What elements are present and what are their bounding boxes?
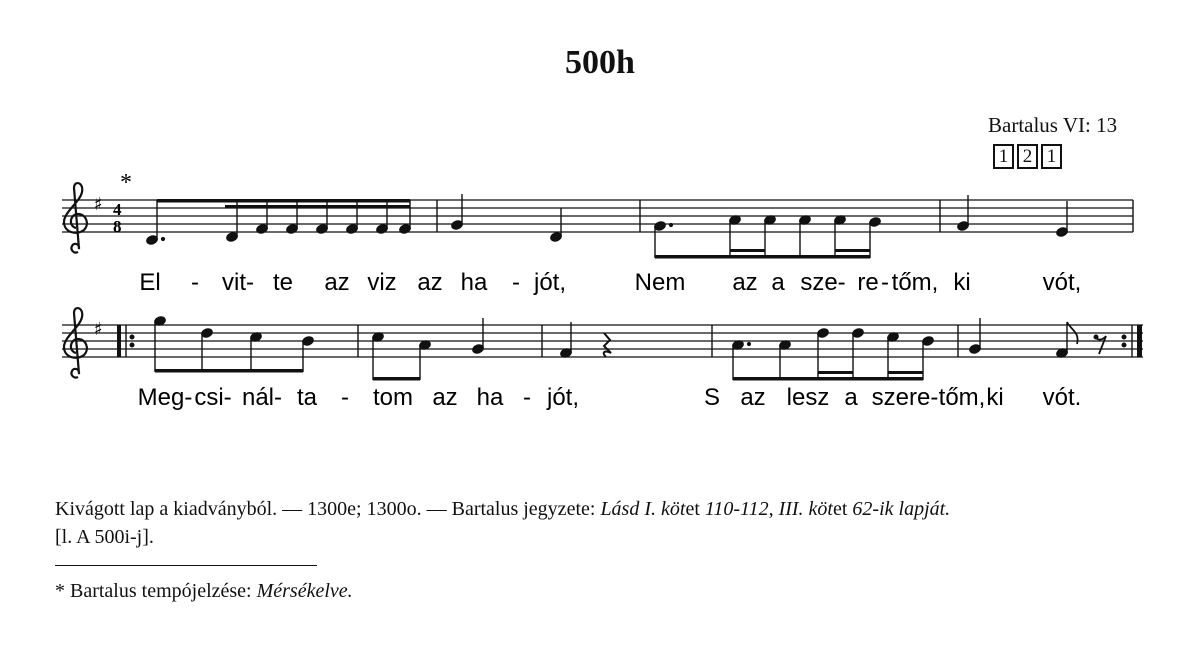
lyric-syllable: sze- — [800, 269, 846, 296]
lyric-syllable: az — [432, 384, 458, 411]
time-sig-den: 8 — [113, 217, 122, 236]
note-italic: Lásd I. köt — [600, 498, 686, 520]
lyric-syllable: az — [324, 269, 350, 296]
lyric-syllable: tőm, — [938, 384, 986, 411]
lyric-syllable: tőm, — [891, 269, 939, 296]
variant-box-2: 2 — [1017, 144, 1038, 169]
lyric-syllable: Nem — [634, 269, 686, 296]
quarter-rest-icon — [604, 333, 611, 357]
lyric-syllable: vót, — [1042, 269, 1082, 296]
staff-2 — [62, 325, 1143, 357]
note-text: Kivágott lap a kiadványból. — 1300e; 1300o. — Bartalus jegyzete: — [55, 498, 601, 520]
page-title: 500h — [565, 44, 635, 81]
lyric-syllable: ki — [986, 384, 1004, 411]
lyric-syllable: nál- — [241, 384, 283, 411]
lyric-syllable: - — [191, 269, 199, 296]
lyric-syllable: El — [139, 269, 161, 296]
treble-clef-icon — [64, 308, 87, 377]
tempo-asterisk: * — [120, 170, 132, 196]
lyric-syllable: az — [740, 384, 766, 411]
lyric-syllable: Meg- — [137, 384, 193, 411]
note-italic: 110-112, III. köt — [704, 498, 833, 520]
footnote — [55, 580, 353, 603]
lyric-syllable: lesz — [786, 384, 830, 411]
note-text: et — [685, 498, 705, 520]
note-reference: [l. A 500i-j]. — [55, 526, 154, 548]
editorial-note — [55, 495, 1165, 551]
lyric-syllable: szere- — [871, 384, 939, 411]
lyric-syllable: - — [523, 384, 531, 411]
footnote-text: * Bartalus tempójelzése: — [55, 580, 257, 602]
lyric-syllable: jót, — [533, 269, 567, 296]
note-italic: 62-ik lapját. — [852, 498, 951, 520]
lyrics-line-1 — [139, 269, 1081, 296]
lyric-syllable: te — [272, 269, 294, 296]
lyric-syllable: ha — [460, 269, 488, 296]
lyric-syllable: - — [881, 269, 889, 296]
staff-1 — [62, 200, 1133, 232]
footnote-divider — [55, 565, 317, 566]
lyric-syllable: viz — [367, 269, 397, 296]
source-reference: Bartalus VI: 13 — [988, 113, 1118, 137]
lyric-syllable: - — [341, 384, 349, 411]
lyric-syllable: - — [512, 269, 520, 296]
note-text: et — [832, 498, 853, 520]
lyric-syllable: ha — [476, 384, 504, 411]
lyric-syllable: ki — [953, 269, 971, 296]
sharp-icon: ♯ — [94, 319, 103, 340]
lyric-syllable: S — [703, 384, 721, 411]
lyric-syllable: jót, — [546, 384, 580, 411]
lyric-syllable: re — [857, 269, 879, 296]
lyric-syllable: a — [844, 384, 858, 411]
footnote-tempo: Mérsékelve. — [256, 580, 353, 602]
time-sig-num: 4 — [113, 200, 122, 219]
sharp-icon: ♯ — [94, 194, 103, 215]
notes-staff-1 — [145, 194, 1133, 259]
lyric-syllable: az — [417, 269, 443, 296]
variant-box-1: 1 — [993, 144, 1014, 169]
lyric-syllable: vót. — [1042, 384, 1082, 411]
lyric-syllable: a — [771, 269, 785, 296]
lyric-syllable: tom — [372, 384, 414, 411]
variant-box-3: 1 — [1041, 144, 1062, 169]
lyric-syllable: csi- — [194, 384, 232, 411]
lyrics-line-2 — [138, 384, 1082, 411]
treble-clef-icon — [64, 183, 87, 252]
lyric-syllable: az — [732, 269, 758, 296]
lyric-syllable: ta — [296, 384, 318, 411]
lyric-syllable: vit- — [222, 269, 254, 296]
